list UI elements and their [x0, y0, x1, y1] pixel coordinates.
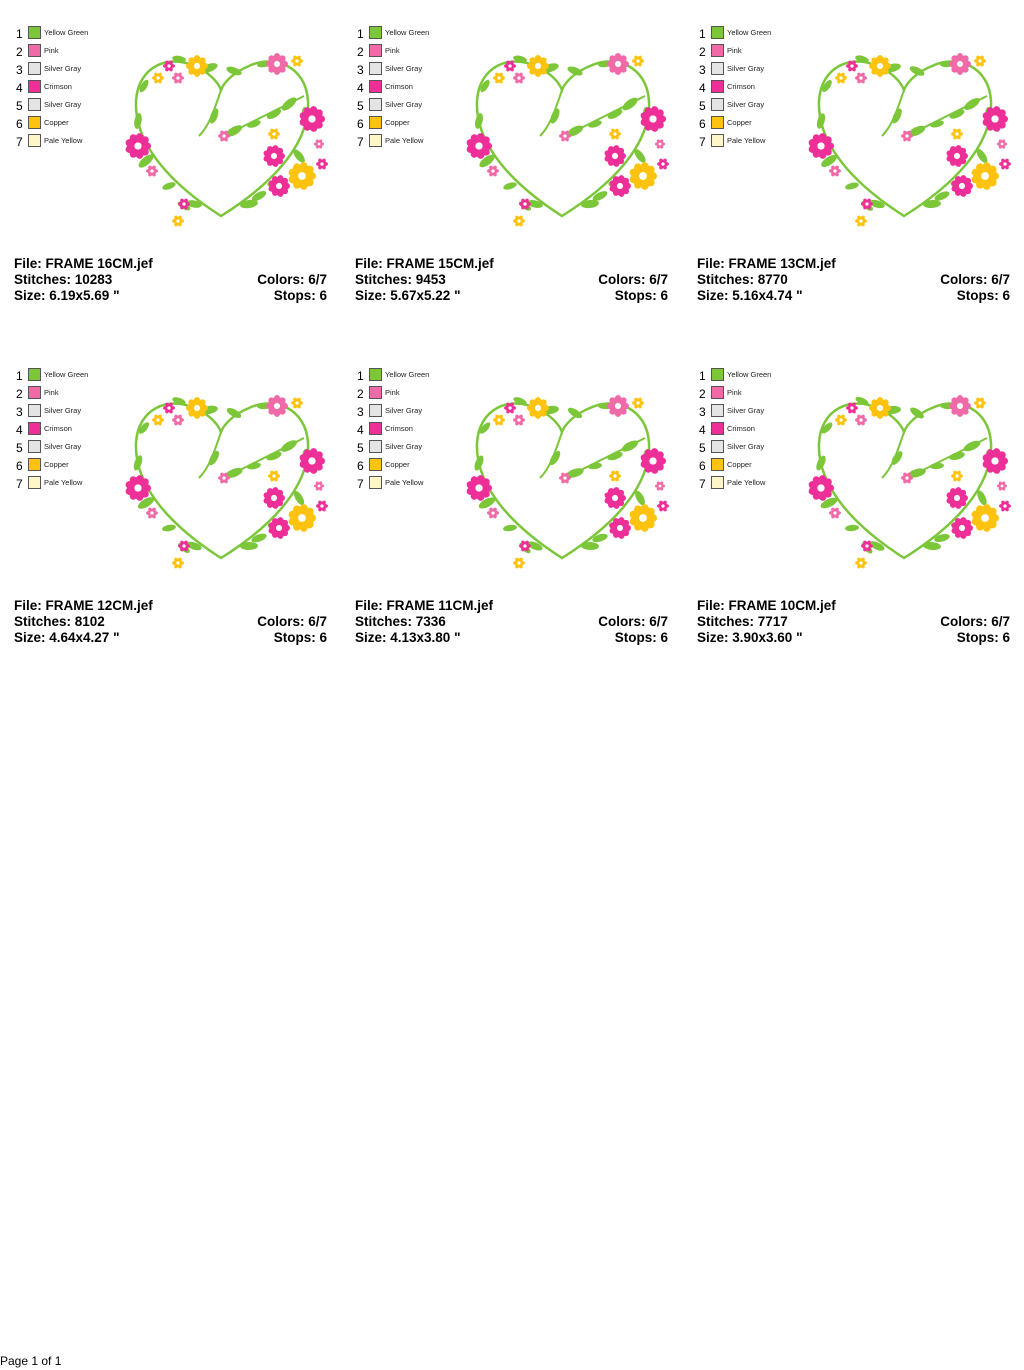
legend-color-name: Silver Gray	[385, 100, 423, 109]
legend-number: 6	[357, 117, 364, 131]
leaf-shape	[279, 438, 299, 454]
stitch-count: Stitches: 10283	[14, 272, 113, 287]
legend-color-name: Yellow Green	[385, 28, 430, 37]
leaf-shape	[161, 181, 176, 192]
leaf-shape	[930, 462, 944, 469]
legend-number: 2	[16, 387, 23, 401]
legend-number: 3	[699, 405, 706, 419]
legend-number: 1	[16, 27, 23, 41]
color-swatch	[369, 404, 382, 417]
page-number: Page 1 of 1	[0, 1354, 62, 1368]
legend-color-name: Pink	[385, 46, 400, 55]
legend-number: 5	[357, 441, 364, 455]
flower	[527, 55, 549, 77]
flower	[981, 447, 1008, 474]
color-swatch	[28, 26, 41, 39]
flower	[981, 105, 1008, 132]
flower	[316, 158, 328, 170]
legend-color-name: Copper	[44, 118, 69, 127]
flower	[951, 470, 963, 482]
leaf-shape	[265, 450, 283, 462]
legend-number: 7	[699, 135, 706, 149]
color-swatch	[369, 368, 382, 381]
legend-number: 4	[357, 423, 364, 437]
color-swatch	[28, 62, 41, 75]
leaf-shape	[473, 454, 486, 472]
legend-number: 6	[357, 459, 364, 473]
color-swatch	[28, 368, 41, 381]
flower	[609, 470, 621, 482]
flower	[829, 507, 841, 519]
flower	[172, 414, 184, 426]
color-count: Colors: 6/7	[940, 614, 1010, 629]
legend-color-name: Pale Yellow	[44, 136, 83, 145]
stitch-count: Stitches: 7717	[697, 614, 788, 629]
leaf-shape	[474, 112, 485, 129]
flower	[268, 128, 280, 140]
legend-number: 7	[16, 135, 23, 149]
flower	[527, 397, 549, 419]
color-swatch	[369, 62, 382, 75]
legend-number: 3	[16, 63, 23, 77]
legend-color-name: Yellow Green	[44, 370, 89, 379]
legend-color-name: Silver Gray	[727, 406, 765, 415]
flower	[513, 215, 525, 227]
leaf-shape	[162, 524, 177, 533]
flower	[268, 470, 280, 482]
color-swatch	[711, 422, 724, 435]
legend-color-name: Silver Gray	[44, 100, 82, 109]
design-info	[697, 256, 1010, 304]
legend-color-name: Pale Yellow	[385, 478, 424, 487]
leaf-shape	[962, 96, 981, 113]
leaf-shape	[815, 112, 826, 129]
flower	[949, 395, 971, 417]
flower	[152, 72, 164, 84]
color-swatch	[711, 44, 724, 57]
flower	[949, 53, 971, 75]
legend-number: 4	[699, 423, 706, 437]
legend-color-name: Pink	[727, 388, 742, 397]
flower	[639, 105, 666, 132]
flower	[314, 139, 324, 149]
color-count: Colors: 6/7	[598, 272, 668, 287]
color-swatch	[369, 116, 382, 129]
stitch-count: Stitches: 9453	[355, 272, 446, 287]
heart-wreath-graphic	[797, 368, 1012, 583]
flower	[974, 55, 986, 67]
legend-color-name: Pink	[727, 46, 742, 55]
flower	[316, 500, 328, 512]
flower	[314, 481, 324, 491]
flower	[855, 557, 867, 569]
flower	[951, 128, 963, 140]
color-swatch	[28, 116, 41, 129]
legend-number: 3	[357, 405, 364, 419]
flower	[855, 414, 867, 426]
stop-count: Stops: 6	[273, 630, 327, 645]
flower	[513, 414, 525, 426]
leaf-shape	[280, 95, 299, 113]
legend-number: 6	[16, 459, 23, 473]
flower	[632, 55, 644, 67]
flower	[124, 132, 151, 159]
legend-number: 5	[699, 99, 706, 113]
legend-number: 2	[357, 45, 364, 59]
design-card	[355, 368, 670, 658]
color-swatch	[369, 386, 382, 399]
flower	[266, 395, 288, 417]
leaf-shape	[247, 462, 262, 471]
legend-number: 7	[357, 477, 364, 491]
legend-number: 6	[699, 117, 706, 131]
legend-number: 4	[16, 81, 23, 95]
flower	[172, 72, 184, 84]
flower	[186, 397, 208, 419]
flower	[807, 132, 834, 159]
color-swatch	[711, 476, 724, 489]
flower	[607, 395, 629, 417]
heart-wreath-graphic	[455, 26, 670, 241]
legend-color-name: Silver Gray	[44, 64, 82, 73]
color-swatch	[711, 386, 724, 399]
legend-number: 3	[357, 63, 364, 77]
stitch-count: Stitches: 8102	[14, 614, 105, 629]
legend-number: 2	[699, 387, 706, 401]
embroidery-preview	[455, 368, 670, 583]
legend-color-name: Pink	[385, 388, 400, 397]
heart-wreath-graphic	[797, 26, 1012, 241]
design-size: Size: 5.16x4.74 "	[697, 288, 803, 303]
color-count: Colors: 6/7	[940, 272, 1010, 287]
leaf-shape	[588, 462, 603, 470]
flower	[855, 215, 867, 227]
embroidery-preview	[455, 26, 670, 241]
legend-number: 1	[699, 27, 706, 41]
legend-color-name: Silver Gray	[385, 406, 423, 415]
legend-color-name: Copper	[385, 460, 410, 469]
file-name: File: FRAME 12CM.jef	[14, 598, 153, 613]
legend-number: 2	[699, 45, 706, 59]
color-swatch	[28, 98, 41, 111]
stitch-count: Stitches: 8770	[697, 272, 788, 287]
design-info	[14, 256, 327, 304]
color-swatch	[369, 26, 382, 39]
color-swatch	[369, 80, 382, 93]
color-count: Colors: 6/7	[598, 614, 668, 629]
legend-color-name: Silver Gray	[727, 100, 765, 109]
color-swatch	[28, 440, 41, 453]
color-swatch	[28, 422, 41, 435]
legend-number: 2	[357, 387, 364, 401]
stitch-count: Stitches: 7336	[355, 614, 446, 629]
design-card	[697, 368, 1012, 658]
leaf-shape	[844, 181, 859, 190]
stop-count: Stops: 6	[614, 288, 668, 303]
stop-count: Stops: 6	[956, 630, 1010, 645]
color-count: Colors: 6/7	[257, 272, 327, 287]
legend-color-name: Crimson	[727, 82, 755, 91]
legend-color-name: Silver Gray	[44, 442, 82, 451]
file-name: File: FRAME 16CM.jef	[14, 256, 153, 271]
flower	[287, 161, 316, 190]
flower	[609, 128, 621, 140]
flower	[287, 503, 316, 532]
color-swatch	[28, 386, 41, 399]
legend-color-name: Yellow Green	[385, 370, 430, 379]
legend-number: 5	[16, 441, 23, 455]
flower	[628, 503, 657, 532]
flower	[603, 145, 626, 168]
stop-count: Stops: 6	[956, 288, 1010, 303]
design-card	[355, 26, 670, 316]
legend-color-name: Crimson	[727, 424, 755, 433]
leaf-shape	[503, 524, 518, 532]
design-info	[14, 598, 327, 646]
color-swatch	[369, 44, 382, 57]
leaf-shape	[845, 524, 859, 531]
color-swatch	[369, 422, 382, 435]
design-size: Size: 5.67x5.22 "	[355, 288, 461, 303]
flower	[465, 132, 492, 159]
color-swatch	[28, 134, 41, 147]
file-name: File: FRAME 11CM.jef	[355, 598, 494, 613]
leaf-shape	[962, 439, 982, 454]
legend-number: 7	[357, 135, 364, 149]
flower	[298, 447, 325, 474]
color-swatch	[711, 134, 724, 147]
leaf-shape	[620, 438, 640, 454]
flower	[124, 474, 151, 501]
legend-number: 5	[699, 441, 706, 455]
legend-color-name: Silver Gray	[727, 64, 765, 73]
legend-number: 7	[699, 477, 706, 491]
legend-color-name: Pale Yellow	[727, 478, 766, 487]
design-info	[355, 598, 668, 646]
leaf-shape	[502, 181, 517, 191]
color-swatch	[711, 26, 724, 39]
legend-number: 1	[699, 369, 706, 383]
leaf-shape	[948, 107, 966, 120]
flower	[607, 53, 629, 75]
flower	[999, 158, 1011, 170]
design-info	[355, 256, 668, 304]
flower	[997, 139, 1007, 149]
flower	[172, 557, 184, 569]
legend-number: 4	[699, 81, 706, 95]
color-swatch	[28, 80, 41, 93]
flower	[513, 72, 525, 84]
flower	[172, 215, 184, 227]
legend-color-name: Crimson	[44, 424, 72, 433]
leaf-shape	[132, 454, 144, 471]
embroidery-preview	[114, 26, 329, 241]
flower	[657, 500, 669, 512]
flower	[869, 397, 891, 419]
legend-color-name: Copper	[44, 460, 69, 469]
legend-color-name: Pink	[44, 46, 59, 55]
flower	[835, 414, 847, 426]
flower	[628, 161, 657, 190]
design-card	[697, 26, 1012, 316]
leaf-shape	[133, 112, 143, 129]
design-size: Size: 4.13x3.80 "	[355, 630, 461, 645]
flower	[493, 414, 505, 426]
heart-wreath-graphic	[455, 368, 670, 583]
legend-number: 1	[16, 369, 23, 383]
legend-color-name: Crimson	[385, 82, 413, 91]
color-swatch	[28, 44, 41, 57]
embroidery-preview	[114, 368, 329, 583]
legend-number: 6	[16, 117, 23, 131]
flower	[262, 487, 285, 510]
legend-color-name: Crimson	[385, 424, 413, 433]
color-swatch	[28, 476, 41, 489]
legend-color-name: Copper	[727, 118, 752, 127]
design-card	[14, 26, 329, 316]
flower	[262, 145, 285, 168]
flower	[655, 139, 665, 149]
legend-color-name: Silver Gray	[385, 442, 423, 451]
heart-wreath-graphic	[114, 368, 329, 583]
legend-number: 4	[16, 423, 23, 437]
heart-wreath-graphic	[114, 26, 329, 241]
legend-number: 6	[699, 459, 706, 473]
legend-color-name: Copper	[385, 118, 410, 127]
color-swatch	[711, 440, 724, 453]
flower	[945, 487, 968, 510]
legend-number: 5	[16, 99, 23, 113]
leaf-shape	[620, 95, 639, 112]
legend-number: 1	[357, 369, 364, 383]
stop-count: Stops: 6	[273, 288, 327, 303]
legend-color-name: Silver Gray	[44, 406, 82, 415]
color-swatch	[369, 458, 382, 471]
file-name: File: FRAME 13CM.jef	[697, 256, 836, 271]
flower	[632, 397, 644, 409]
legend-color-name: Pale Yellow	[727, 136, 766, 145]
legend-color-name: Pink	[44, 388, 59, 397]
color-swatch	[711, 80, 724, 93]
legend-color-name: Pale Yellow	[385, 136, 424, 145]
legend-color-name: Copper	[727, 460, 752, 469]
color-count: Colors: 6/7	[257, 614, 327, 629]
color-swatch	[369, 476, 382, 489]
color-swatch	[711, 404, 724, 417]
flower	[655, 481, 665, 491]
color-swatch	[369, 440, 382, 453]
flower	[835, 72, 847, 84]
stop-count: Stops: 6	[614, 630, 668, 645]
flower	[291, 55, 303, 67]
file-name: File: FRAME 10CM.jef	[697, 598, 836, 613]
embroidery-preview	[797, 26, 1012, 241]
flower	[657, 158, 669, 170]
flower	[829, 165, 841, 177]
flower	[493, 72, 505, 84]
legend-color-name: Pale Yellow	[44, 478, 83, 487]
flower	[146, 165, 158, 177]
color-swatch	[711, 368, 724, 381]
flower	[639, 447, 666, 474]
flower	[487, 165, 499, 177]
design-size: Size: 3.90x3.60 "	[697, 630, 803, 645]
color-swatch	[28, 458, 41, 471]
legend-color-name: Yellow Green	[44, 28, 89, 37]
flower	[807, 474, 834, 501]
flower	[855, 72, 867, 84]
flower	[974, 397, 986, 409]
flower	[997, 481, 1007, 491]
flower	[465, 474, 492, 501]
legend-color-name: Yellow Green	[727, 28, 772, 37]
flower	[152, 414, 164, 426]
leaf-shape	[606, 450, 623, 462]
legend-number: 4	[357, 81, 364, 95]
legend-number: 3	[699, 63, 706, 77]
legend-color-name: Silver Gray	[385, 64, 423, 73]
color-swatch	[711, 116, 724, 129]
legend-number: 3	[16, 405, 23, 419]
legend-color-name: Silver Gray	[727, 442, 765, 451]
color-swatch	[711, 98, 724, 111]
color-swatch	[369, 134, 382, 147]
color-swatch	[711, 458, 724, 471]
flower	[186, 55, 208, 77]
flower	[869, 55, 891, 77]
legend-color-name: Crimson	[44, 82, 72, 91]
flower	[513, 557, 525, 569]
design-size: Size: 6.19x5.69 "	[14, 288, 120, 303]
design-size: Size: 4.64x4.27 "	[14, 630, 120, 645]
legend-color-name: Yellow Green	[727, 370, 772, 379]
color-swatch	[369, 98, 382, 111]
leaf-shape	[814, 454, 827, 472]
flower	[487, 507, 499, 519]
flower	[146, 507, 158, 519]
flower	[603, 487, 626, 510]
flower	[945, 145, 968, 168]
flower	[266, 53, 288, 75]
design-card	[14, 368, 329, 658]
flower	[970, 161, 999, 190]
flower	[999, 500, 1011, 512]
flower	[291, 397, 303, 409]
flower	[970, 503, 999, 532]
design-info	[697, 598, 1010, 646]
file-name: File: FRAME 15CM.jef	[355, 256, 494, 271]
legend-number: 2	[16, 45, 23, 59]
color-swatch	[711, 62, 724, 75]
legend-number: 5	[357, 99, 364, 113]
embroidery-preview	[797, 368, 1012, 583]
color-swatch	[28, 404, 41, 417]
legend-number: 1	[357, 27, 364, 41]
legend-number: 7	[16, 477, 23, 491]
leaf-shape	[591, 532, 608, 544]
